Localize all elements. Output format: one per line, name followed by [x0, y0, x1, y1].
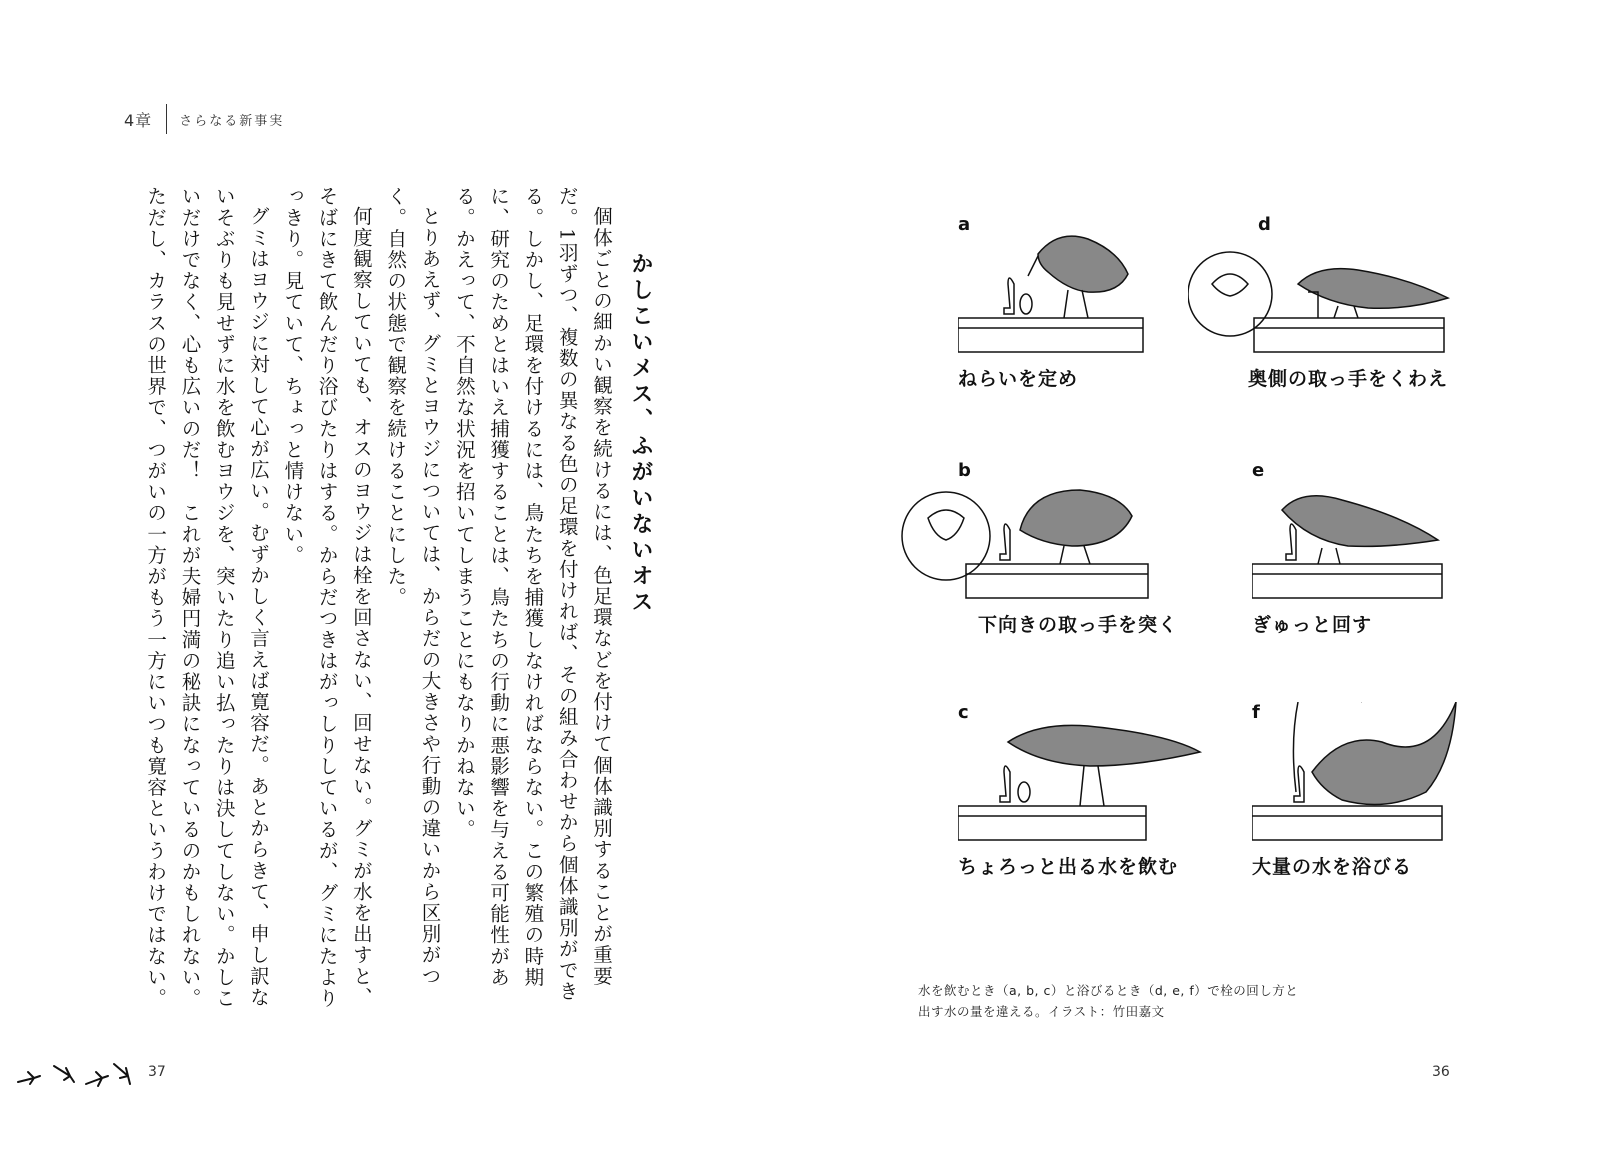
- illustration-panel-c: [958, 702, 1258, 912]
- panel-caption: ちょろっと出る水を飲む: [958, 856, 1179, 878]
- illustration-panel-d: [1188, 214, 1488, 424]
- panel-letter: f: [1252, 702, 1260, 723]
- head-divider: [166, 104, 167, 134]
- running-head: [124, 104, 284, 134]
- paragraph-3: 何度観察していても、オスのヨウジは栓を回さない、回せない。グミが水を出すと、そばにきて飲んだり浴びたりはする。からだつきはがっしりしているが、グミにたよりっきり。見ていて、ちょっと情けない。: [281, 186, 373, 1009]
- panel-caption: ぎゅっと回す: [1252, 614, 1373, 636]
- figure-caption: [918, 980, 1418, 1022]
- section-heading: かしこいメス、ふがいないオス: [628, 252, 653, 616]
- panel-letter: a: [958, 214, 971, 235]
- crow-faucet-illustration: [1188, 214, 1478, 359]
- paragraph-1: 個体ごとの細かい観察を続けるには、色足環などを付けて個体識別することが重要だ。1羽ずつ、複数の異なる色の足環を付ければ、その組み合わせから個体識別ができる。しかし、足環を付けるには、鳥たちを捕獲しなければならない。この繁殖の時期に、研究のためとはいえ捕獲することは、鳥たちの行動に悪影響を与える可能性がある。かえって、不自然な状況を招いてしまうことにもなりかねない。: [452, 186, 613, 1002]
- body-text: [144, 186, 618, 1026]
- panel-caption: 下向きの取っ手を突く: [978, 614, 1179, 636]
- panel-letter: d: [1258, 214, 1271, 235]
- figure-caption-line-2: 出す水の量を違える。イラスト：竹田嘉文: [918, 1004, 1165, 1019]
- panel-letter: e: [1252, 460, 1265, 481]
- chapter-number: 4章: [124, 110, 153, 130]
- crow-faucet-illustration: [1252, 460, 1452, 605]
- page-number-left: 37: [148, 1064, 166, 1080]
- crow-faucet-illustration: [958, 702, 1248, 847]
- bird-footprints-icon: [14, 1052, 132, 1088]
- figure-caption-line-1: 水を飲むとき（a, b, c）と浴びるとき（d, e, f）で栓の回し方と: [918, 983, 1299, 998]
- panel-letter: b: [958, 460, 971, 481]
- panel-caption: ねらいを定め: [958, 368, 1079, 390]
- crow-faucet-illustration: [900, 460, 1170, 605]
- crow-faucet-illustration: [958, 214, 1158, 359]
- panel-caption: 奥側の取っ手をくわえ: [1248, 368, 1449, 390]
- paragraph-4: グミはヨウジに対して心が広い。むずかしく言えば寛容だ。あとからきて、申し訳ないそぶりも見せずに水を飲むヨウジを、突いたり追い払ったりは決してしない。かしこいだけでなく、心も広いのだ！ これが夫婦円満の秘訣になっているのかもしれない。ただし、カラスの世界で、つがいの一方がもう一方にいつも寛容というわけではない。: [144, 186, 271, 1009]
- paragraph-2: とりあえず、グミとヨウジについては、からだの大きさや行動の違いから区別がつく。自然の状態で観察を続けることにした。: [384, 186, 442, 987]
- chapter-title: さらなる新事実: [179, 113, 285, 129]
- illustration-panel-e: [1252, 460, 1552, 670]
- panel-caption: 大量の水を浴びる: [1252, 856, 1413, 878]
- page-number-right: 36: [1432, 1064, 1450, 1080]
- crow-bathing-illustration: [1252, 702, 1472, 847]
- illustration-panel-b: [900, 460, 1200, 670]
- illustration-panel-f: [1252, 702, 1552, 912]
- panel-letter: c: [958, 702, 969, 723]
